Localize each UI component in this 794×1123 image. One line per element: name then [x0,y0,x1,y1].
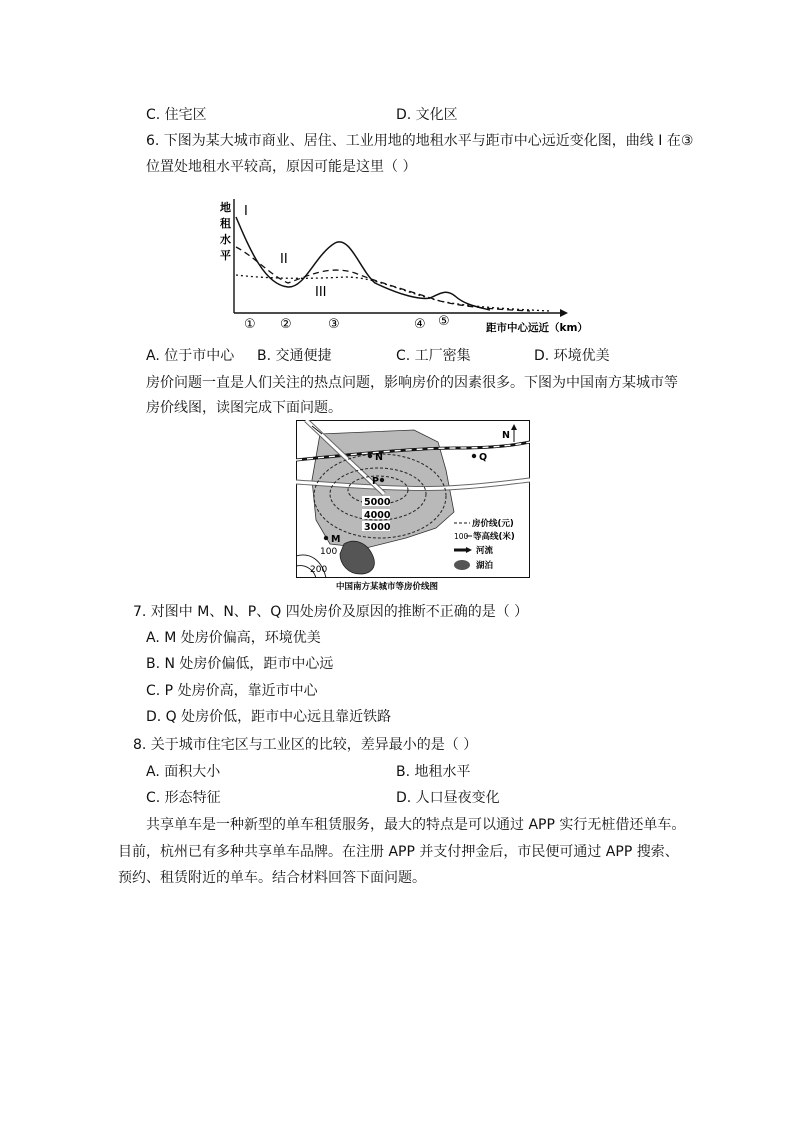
legend-price-line: 房价线(元) [472,519,514,529]
q7-option-b: B. N 处房价偏低，距市中心远 [146,656,334,672]
q7-stem: 7. 对图中 M、N、P、Q 四处房价及原因的推断不正确的是（ ） [133,604,529,620]
y-axis-label-char: 水 [220,233,231,246]
q7-option-c: C. P 处房价高，靠近市中心 [146,683,318,699]
q8-stem: 8. 关于城市住宅区与工业区的比较，差异最小的是（ ） [133,737,478,753]
q6-stem-line1: 6. 下图为某大城市商业、居住、工业用地的地租水平与距市中心远近变化图，曲线 I 在③ [146,133,694,149]
q7-option-d: D. Q 处房价低，距市中心远且靠近铁路 [146,709,392,725]
q7-option-a: A. M 处房价偏高，环境优美 [146,630,321,646]
house-price-map [296,420,530,592]
q6-option-b: B. 交通便捷 [257,348,332,364]
q8-option-a: A. 面积大小 [146,764,221,780]
rent-curve-figure [210,195,610,340]
contour-label-200: 200 [310,565,328,575]
q6-option-c: C. 工厂密集 [396,348,471,364]
contour-label-100: 100 [320,547,338,557]
passage3-line3: 预约、租赁附近的单车。结合材料回答下面问题。 [118,870,426,886]
point-n-marker [368,454,372,458]
point-p-marker [380,478,384,482]
q6-option-d: D. 环境优美 [534,348,610,364]
legend-lake-sample [454,560,470,570]
point-q-marker [472,454,476,458]
q8-option-c: C. 形态特征 [146,790,221,806]
position-2: ② [280,317,292,332]
position-5: ⑤ [438,314,450,329]
price-label-5000: 5000 [364,497,391,508]
curve-label-ii: II [280,252,288,267]
point-p-label: P [372,476,379,487]
q5-option-c: C. 住宅区 [146,107,207,123]
position-1: ① [244,317,256,332]
price-label-4000: 4000 [364,510,391,521]
map-caption: 中国南方某城市等房价线图 [336,582,439,592]
q5-option-d: D. 文化区 [396,107,458,123]
legend-contour-line: 等高线(米) [473,532,515,542]
y-axis-label-char: 平 [220,249,231,262]
q6-stem-line2: 位置处地租水平较高，原因可能是这里（ ） [146,159,417,175]
q8-option-d: D. 人口昼夜变化 [396,790,500,806]
curve-label-iii: III [315,285,327,300]
north-label: N [502,430,510,441]
legend-lake: 湖泊 [476,561,494,571]
y-axis-label-char: 租 [220,217,231,230]
legend-contour-sample: 100 [454,532,469,541]
position-4: ④ [414,317,426,332]
passage2-line1: 房价问题一直是人们关注的热点问题，影响房价的因素很多。下图为中国南方某城市等 [146,375,678,391]
y-axis-label-char: 地 [220,201,231,214]
point-m-marker [324,536,328,540]
q6-option-a: A. 位于市中心 [146,348,235,364]
point-n-label: N [375,452,383,463]
q8-option-b: B. 地租水平 [396,764,471,780]
x-axis-label: 距市中心远近（km） [486,322,588,334]
curve-i [236,217,490,310]
curve-iii [236,275,550,311]
price-label-3000: 3000 [364,522,391,533]
point-m-label: M [331,534,341,545]
passage3-line2: 目前，杭州已有多种共享单车品牌。在注册 APP 并支付押金后，市民便可通过 APP 搜索、 [118,844,679,860]
curve-label-i: I [244,204,248,219]
passage2-line2: 房价线图，读图完成下面问题。 [146,400,342,416]
point-q-label: Q [479,452,488,463]
legend-river: 河流 [476,546,494,556]
position-3: ③ [328,317,340,332]
x-axis-arrow [560,309,568,317]
passage3-line1: 共享单车是一种新型的单车租赁服务，最大的特点是可以通过 APP 实行无桩借还单车。 [146,817,686,833]
